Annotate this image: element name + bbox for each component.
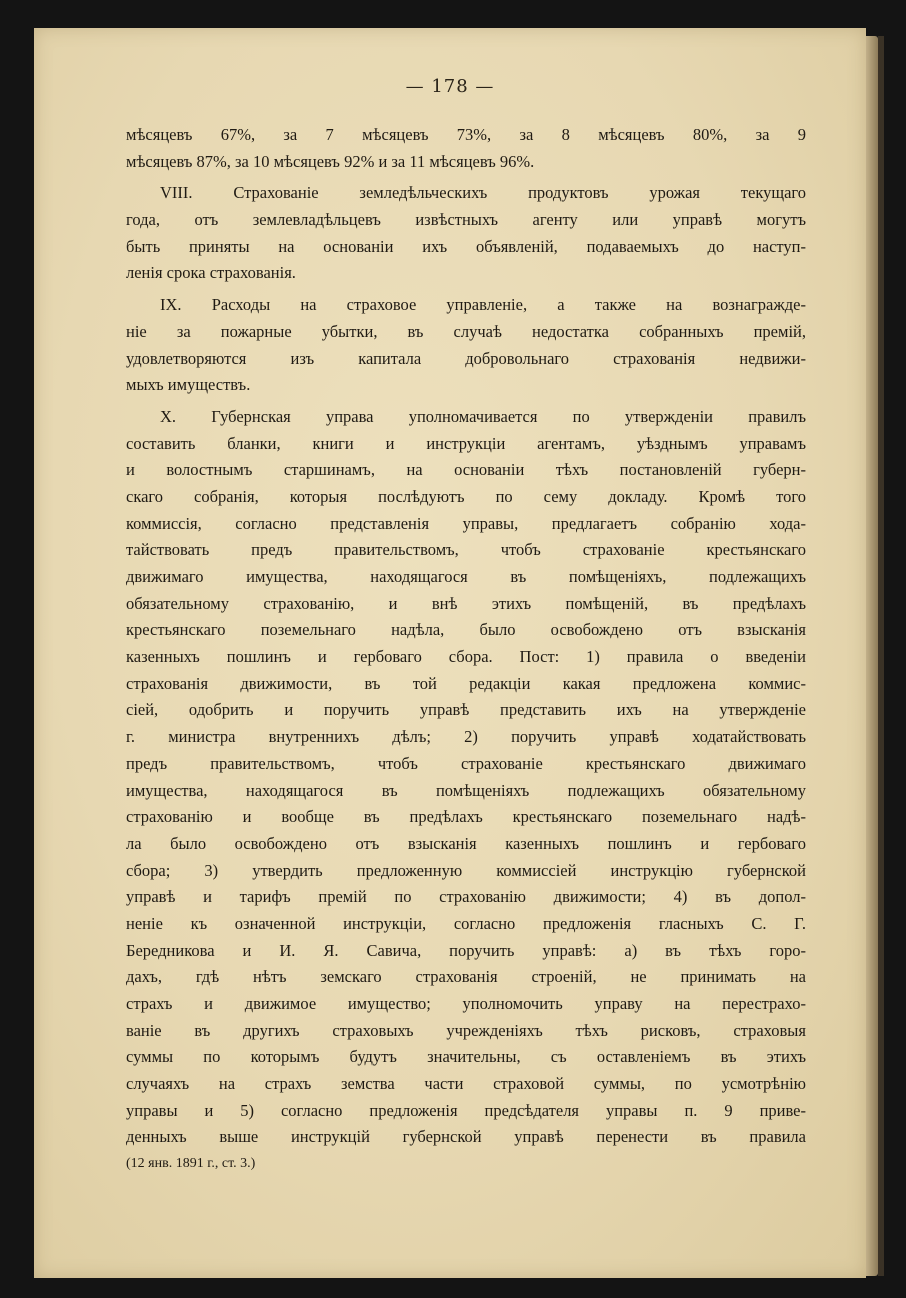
text-line: скаго собранія, которыя послѣдуютъ по сему докладу. Кромѣ того [126,486,806,506]
text-line: мѣсяцевъ 67%, за 7 мѣсяцевъ 73%, за 8 мѣсяцевъ 80%, за 9 [126,125,806,144]
text-line: ніе за пожарные убытки, въ случаѣ недостатка собранныхъ премій, [126,321,806,341]
text-line: мыхъ имуществъ. [126,375,251,395]
text-line: составить бланки, книги и инструкціи агентамъ, уѣзднымъ управамъ [126,433,806,453]
text-line: коммиссія, согласно представленія управы, предлагаетъ собранію хода- [126,513,806,533]
page-sheet [34,28,866,1278]
paragraph-viii-start: VIII. Страхованіе земледѣльческихъ продуктовъ урожая текущаго [160,183,806,203]
text-line: движимаго имущества, находящагося въ помѣщеніяхъ, подлежащихъ [126,567,806,586]
text-line: имущества, находящагося въ помѣщеніяхъ подлежащихъ обязательному [126,780,806,800]
text-line: г. министра внутреннихъ дѣлъ; 2) поручить управѣ ходатайствовать [126,727,806,747]
text-line: казенныхъ пошлинъ и гербоваго сбора. Пост: 1) правила о введеніи [126,647,806,667]
text-line: предъ правительствомъ, чтобъ страхованіе крестьянскаго движимаго [126,753,806,773]
text-line: обязательному страхованію, и внѣ этихъ помѣщеній, въ предѣлахъ [126,593,806,613]
text-line: удовлетворяются изъ капитала добровольнаго страхованія недвижи- [126,348,806,368]
text-line: дахъ, гдѣ нѣтъ земскаго страхованія строеній, не принимать на [126,967,806,987]
book-spine [878,36,884,1276]
text-line: ваніе въ другихъ страховыхъ учрежденіяхъ тѣхъ рисковъ, страховыя [126,1020,806,1040]
paragraph-ix-start: IX. Расходы на страховое управленіе, а также на вознагражде- [160,295,806,315]
text-line: управѣ и тарифъ премій по страхованію движимости; 4) въ допол- [126,887,806,907]
text-line: ла было освобождено отъ взысканія казенныхъ пошлинъ и гербоваго [126,833,806,853]
text-line: страхованія движимости, въ той редакціи какая предложена коммис- [126,673,806,693]
text-line: неніе къ означенной инструкціи, согласно предложенія гласныхъ С. Г. [126,913,806,933]
text-line: мѣсяцевъ 87%, за 10 мѣсяцевъ 92% и за 11 мѣсяцевъ 96%. [126,151,535,171]
text-line: случаяхъ на страхъ земства части страховой суммы, по усмотрѣнію [126,1074,806,1094]
text-line: сбора; 3) утвердить предложенную коммиссіей инструкцію губернской [126,860,806,880]
page-number: — 178 — [405,76,495,97]
text-line: Бередникова и И. Я. Савича, поручить управѣ: а) въ тѣхъ горо- [126,940,806,960]
text-line: страхъ и движимое имущество; уполномочить управу на перестрахо- [126,994,806,1013]
page-body-text [126,122,806,1178]
citation-line: (12 янв. 1891 г., ст. 3.) [126,1156,256,1172]
paragraph-x-start: X. Губернская управа уполномачивается по утвержденіи правилъ [160,406,806,426]
text-line: управы и 5) согласно предложенія предсѣдателя управы п. 9 приве- [126,1100,806,1120]
text-line: быть приняты на основаніи ихъ объявленій, подаваемыхъ до наступ- [126,236,806,256]
text-line: и волостнымъ старшинамъ, на основаніи тѣхъ постановленій губерн- [126,460,806,480]
text-line: тайствовать предъ правительствомъ, чтобъ страхованіе крестьянскаго [126,540,806,560]
text-line: года, отъ землевладѣльцевъ извѣстныхъ агенту или управѣ могутъ [126,210,806,230]
text-line: крестьянскаго поземельнаго надѣла, было освобождено отъ взысканія [126,620,806,640]
text-line: денныхъ выше инструкцій губернской управѣ перенести въ правила [126,1127,806,1147]
text-line: суммы по которымъ будутъ значительны, съ оставленіемъ въ этихъ [126,1047,806,1067]
text-line: ленія срока страхованія. [126,263,296,283]
text-line: сіей, одобрить и поручить управѣ представить ихъ на утвержденіе [126,700,806,720]
text-line: страхованію и вообще въ предѣлахъ крестьянскаго поземельнаго надѣ- [126,807,806,827]
